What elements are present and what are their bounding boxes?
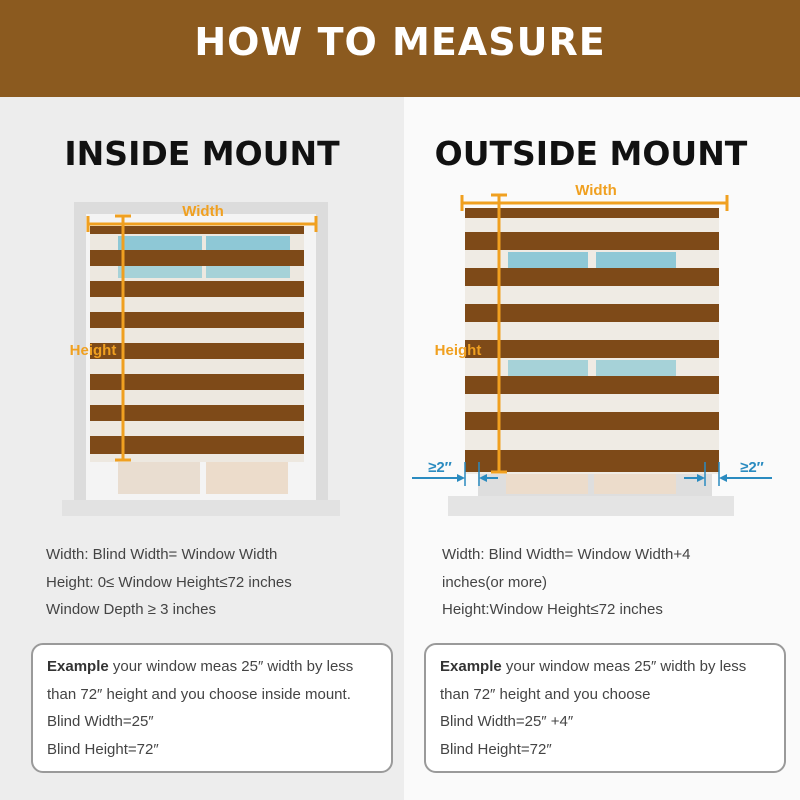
outside-info-width-cont: inches(or more) (442, 573, 548, 591)
outside-blind-stripe (465, 304, 719, 322)
inside-window-sill (62, 500, 340, 516)
inside-glass-pane (206, 462, 288, 494)
outside-glass-pane (594, 474, 676, 494)
inside-glass-pane (206, 236, 290, 250)
inside-window-illustration (62, 202, 340, 516)
outside-example-label: Example (440, 658, 502, 675)
outside-window-illustration (412, 182, 772, 516)
inside-height-label: Height (69, 342, 117, 359)
outside-example-text: your window meas 25″ width by less (501, 658, 747, 675)
outside-width-label: Width (575, 182, 617, 199)
inside-example-box (31, 643, 393, 773)
outside-blind-stripe (465, 340, 719, 358)
inside-width-label: Width (182, 203, 224, 220)
inside-example-blind-width: Blind Width=25″ (47, 713, 154, 730)
inside-glass-pane (118, 462, 200, 494)
inside-example-label: Example (47, 658, 109, 675)
outside-info-height: Height:Window Height≤72 inches (442, 601, 663, 618)
outside-blind-headrail (465, 208, 719, 218)
outside-info-width: Width: Blind Width= Window Width+4 (442, 546, 691, 563)
inside-info-height: Height: 0≤ Window Height≤72 inches (46, 573, 292, 591)
inside-glass-pane (118, 236, 202, 250)
outside-example-box (424, 643, 786, 773)
outside-blind-stripe (465, 268, 719, 286)
outside-example-line: than 72″ height and you choose (440, 685, 651, 703)
left-margin-arrowhead (457, 474, 465, 482)
outside-example-blind-height: Blind Height=72″ (440, 740, 552, 758)
outside-glass-pane (506, 474, 588, 494)
outside-glass-pane (508, 252, 588, 268)
outside-blind-stripe (465, 412, 719, 430)
inside-example-blind-height: Blind Height=72″ (47, 740, 159, 758)
outside-info (442, 541, 690, 624)
inside-example-text: your window meas 25″ width by less (108, 658, 354, 675)
outside-window-sill (448, 496, 734, 516)
outside-example-line (440, 653, 784, 681)
outside-example-blind-width: Blind Width=25″ +4″ (440, 713, 574, 730)
outside-mount-title: OUTSIDE MOUNT (434, 134, 748, 173)
outside-blind-bottomrail (465, 450, 719, 472)
outside-blind-stripe (465, 376, 719, 394)
inside-info (46, 541, 292, 624)
outside-glass-pane (596, 360, 676, 376)
inside-mount-title: INSIDE MOUNT (64, 134, 340, 173)
right-margin-arrowhead (719, 474, 727, 482)
outside-height-label: Height (434, 342, 482, 359)
outside-blind-stripe (465, 232, 719, 250)
outside-glass-pane (508, 360, 588, 376)
right-margin-label: ≥2″ (740, 459, 764, 476)
inside-info-depth: Window Depth ≥ 3 inches (46, 601, 216, 618)
inside-example-line (47, 653, 391, 681)
inside-glass-pane (206, 266, 290, 278)
left-margin-label: ≥2″ (428, 459, 452, 476)
outside-glass-pane (596, 252, 676, 268)
inside-example-line: than 72″ height and you choose inside mount. (47, 685, 351, 703)
page-title: HOW TO MEASURE (194, 20, 606, 64)
inside-info-width: Width: Blind Width= Window Width (46, 546, 278, 563)
inside-glass-pane (118, 266, 202, 278)
